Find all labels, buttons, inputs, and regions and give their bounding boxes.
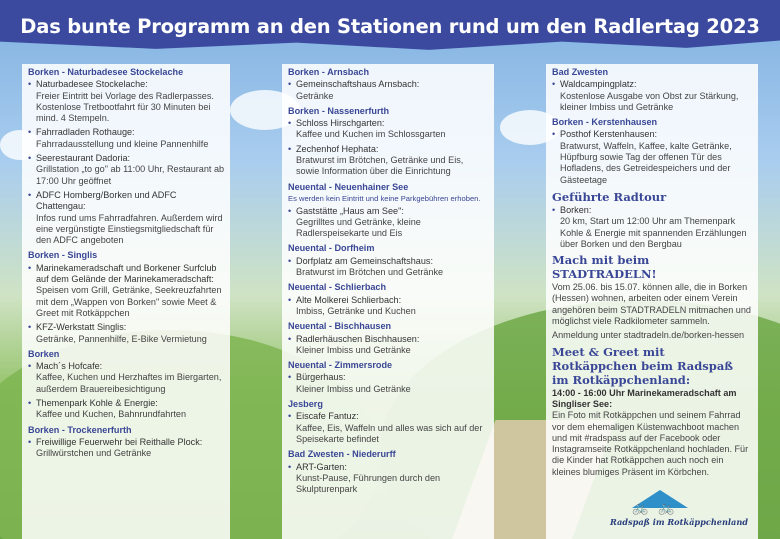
radspass-logo — [610, 486, 760, 536]
list-item — [28, 437, 225, 460]
list-item — [288, 256, 489, 279]
list-item — [288, 118, 489, 141]
list-item — [28, 263, 225, 319]
station-name: • Themenpark Kohle & Energie: — [36, 398, 158, 409]
station-name: • Gaststätte „Haus am See": — [296, 205, 404, 216]
section-heading: Neuental - Neuenhainer See — [288, 181, 409, 192]
program-section — [288, 282, 489, 317]
station-name: • KFZ-Werkstatt Singlis: — [36, 322, 127, 333]
stadtradeln-heading: Mach mit beim STADTRADELN! — [552, 253, 657, 282]
bicycle-icon: 🚲 — [658, 500, 675, 515]
station-name: • Schloss Hirschgarten: — [296, 118, 385, 129]
station-description: Kaffee und Kuchen im Schlossgarten — [296, 129, 446, 140]
list-item — [288, 372, 489, 395]
station-name: • Bürgerhaus: — [296, 372, 346, 383]
station-name: • Freiwillige Feuerwehr bei Reithalle Plock: — [36, 436, 203, 447]
list-item — [288, 462, 489, 496]
list-item — [28, 190, 225, 246]
station-description: Speisen vom Grill, Getränke, Seekreuzfahrten mit dem „Wappen von Borken" sowie Meet & Greet mit Rotkäppchen — [36, 285, 222, 318]
list-item — [288, 79, 489, 102]
program-section — [28, 349, 225, 421]
stadtradeln-text: Vom 25.06. bis 15.07. können alle, die in Borken (Hessen) wohnen, arbeiten oder einem Verein angehören beim STADTRADELN mitmachen und möglichst viele Radkilometer sammeln. — [552, 282, 751, 327]
list-item — [28, 79, 225, 124]
station-name: • Eiscafe Fantuz: — [296, 411, 359, 422]
section-heading: Neuental - Zimmersrode — [288, 360, 393, 371]
station-description: Kaffee und Kuchen, Bahnrundfahrten — [36, 409, 186, 420]
list-item — [552, 79, 753, 113]
station-name: • Zechenhof Hephata: — [296, 143, 379, 154]
meet-greet-text: Ein Foto mit Rotkäppchen und seinem Fahrrad vor dem ehemaligen Küstenwachboot machen und mit #radspass auf der Facebook oder Instagramseite Rotkäppchenland hochladen. Für die Kinder hat Rotkäppchen auch noch ein kleines blumiges Präsent im Körbchen. — [552, 410, 749, 477]
list-item — [28, 322, 225, 345]
program-section — [288, 449, 489, 495]
column-3 — [546, 64, 758, 539]
station-description: Bratwurst im Brötchen und Getränke — [296, 267, 444, 278]
station-name: • Waldcampingplatz: — [560, 79, 637, 90]
program-section — [288, 360, 489, 395]
station-name: • Mach´s Hofcafe: — [36, 361, 103, 372]
section-heading: Borken - Trockenerfurth — [28, 424, 132, 435]
station-description: Infos rund ums Fahrradfahren. Außerdem wird eine vergünstigte Einstiegsmitgliedschaft für den ADFC angeboten — [36, 212, 223, 246]
section-heading: Borken - Naturbadesee Stockelache — [28, 67, 184, 77]
program-section — [552, 67, 753, 113]
station-name: • ART-Garten: — [296, 461, 347, 472]
list-item — [288, 295, 489, 318]
station-name: • Seerestaurant Dadoria: — [36, 153, 131, 164]
station-name: • Posthof Kerstenhausen: — [560, 129, 658, 140]
program-section — [28, 425, 225, 460]
section-heading: Borken - Arnsbach — [288, 67, 370, 77]
list-item — [28, 398, 225, 421]
station-description: Bratwurst, Waffeln, Kaffee, kalte Getränke, Hüpfburg sowie Tag der offenen Tür des Hofladens, des Getreidespeichers und der Gästeetage — [560, 140, 732, 185]
meet-greet-time: 14:00 - 16:00 Uhr Marinekameradschaft am Singliser See: — [552, 387, 737, 409]
section-heading: Neuental - Dorfheim — [288, 243, 375, 254]
station-description: Imbiss, Getränke und Kuchen — [296, 305, 416, 316]
list-item — [28, 361, 225, 395]
station-description: Getränke — [296, 90, 334, 101]
program-section — [288, 106, 489, 178]
station-description: Grillstation „to go" ab 11:00 Uhr, Restaurant ab 17:00 Uhr geöffnet — [36, 164, 225, 186]
station-description: Kleiner Imbiss und Getränke — [296, 383, 411, 394]
section-heading: Jesberg — [288, 399, 323, 410]
page-title: Das bunte Programm an den Stationen rund um den Radlertag 2023 — [20, 15, 760, 38]
list-item — [288, 411, 489, 445]
station-description: Kleiner Imbiss und Getränke — [296, 344, 411, 355]
section-heading: Borken - Kerstenhausen — [552, 117, 658, 128]
station-name: • Fahrradladen Rothauge: — [36, 127, 135, 138]
station-name: • Naturbadesee Stockelache: — [36, 79, 148, 90]
station-description: Freier Eintritt bei Vorlage des Radlerpasses. Kostenlose Tretbootfahrt für 30 Minuten bei mind. 4 Stempeln. — [36, 90, 214, 124]
logo-text: Radspaß im Rotkäppchenland — [610, 517, 749, 527]
stadtradeln-link[interactable]: Anmeldung unter stadtradeln.de/borken-hessen — [552, 330, 745, 341]
section-heading: Neuental - Bischhausen — [288, 321, 392, 332]
meet-greet-heading: Meet & Greet mit Rotkäppchen beim Radspaß im Rotkäppchenland: — [552, 344, 734, 387]
bicycle-icon: 🚲 — [632, 500, 649, 515]
station-description: Bratwurst im Brötchen, Getränke und Eis, sowie Information über die Einrichtung — [296, 155, 464, 177]
program-section — [288, 243, 489, 278]
section-note: Es werden kein Eintritt und keine Parkgebühren erhoben. — [288, 193, 481, 203]
station-name: • ADFC Homberg/Borken und ADFC Chattengau: — [36, 189, 177, 212]
section-heading: Neuental - Schlierbach — [288, 282, 387, 293]
guided-tour-heading: Geführte Radtour — [552, 189, 667, 204]
station-description: Kaffee, Eis, Waffeln und alles was sich auf der Speisekarte befindet — [296, 422, 483, 444]
program-section — [28, 67, 225, 246]
section-heading: Borken — [28, 348, 60, 359]
station-description: Kostenlose Ausgabe von Obst zur Stärkung, kleiner Imbiss und Getränke — [560, 90, 739, 112]
station-description: Fahrradausstellung und kleine Pannenhilfe — [36, 138, 209, 149]
list-item — [28, 153, 225, 187]
program-section — [288, 321, 489, 356]
program-section — [288, 182, 489, 240]
station-name: • Radlerhäuschen Bischhausen: — [296, 333, 420, 344]
list-item — [28, 127, 225, 150]
station-description: Kaffee, Kuchen und Herzhaftes im Biergarten, außerdem Brauereibesichtigung — [36, 372, 222, 394]
station-name: • Dorfplatz am Gemeinschaftshaus: — [296, 255, 433, 266]
list-item — [288, 334, 489, 357]
station-description: Grillwürstchen und Getränke — [36, 448, 152, 459]
guided-tour-item: • Borken: 20 km, Start um 12:00 Uhr am Themenpark Kohle & Energie mit spannenden Erzählungen über Borken und den Bergbau — [552, 205, 753, 250]
program-section — [552, 117, 753, 186]
station-name: • Alte Molkerei Schlierbach: — [296, 294, 402, 305]
list-item — [288, 144, 489, 178]
station-description: Kunst-Pause, Führungen durch den Skulpturenpark — [296, 472, 441, 495]
program-section — [28, 250, 225, 344]
section-heading: Bad Zwesten - Niederurff — [288, 449, 396, 460]
column-1 — [22, 64, 230, 539]
list-item — [288, 206, 489, 240]
section-heading: Borken - Singlis — [28, 250, 98, 261]
list-item — [552, 129, 753, 185]
section-heading: Borken - Nassenerfurth — [288, 105, 390, 116]
station-description: Getränke, Pannenhilfe, E-Bike Vermietung — [36, 333, 207, 344]
column-2 — [282, 64, 494, 539]
station-name: • Marinekameradschaft und Borkener Surfclub auf dem Gelände der Marinekameradschaft: — [36, 262, 217, 285]
program-section — [288, 399, 489, 445]
program-section — [288, 67, 489, 102]
station-name: • Gemeinschaftshaus Arnsbach: — [296, 79, 420, 90]
section-heading: Bad Zwesten — [552, 67, 609, 77]
station-description: Gegrilltes und Getränke, kleine Radlerspeisekarte und Eis — [296, 216, 421, 239]
